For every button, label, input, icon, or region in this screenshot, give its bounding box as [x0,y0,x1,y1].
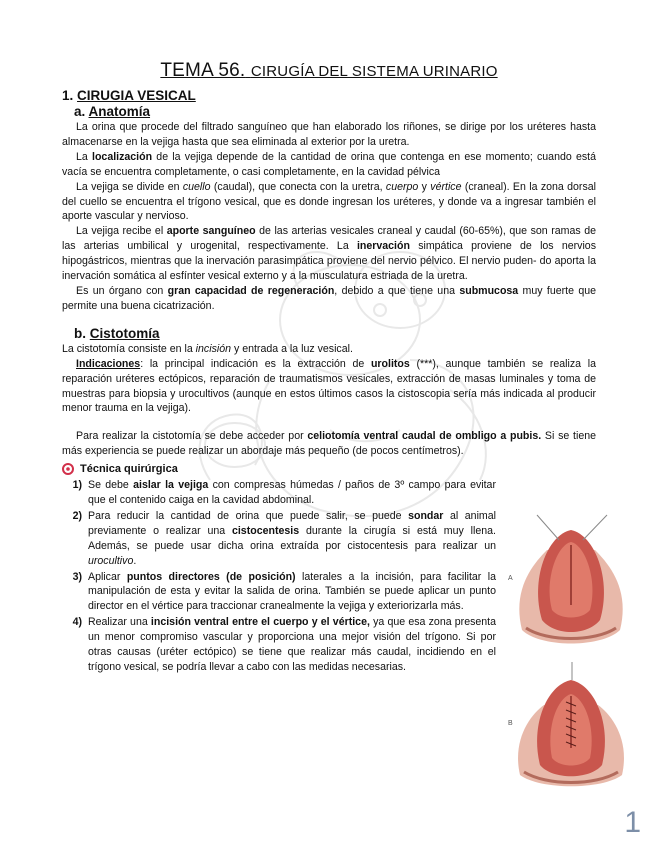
subsection-heading-b [74,326,596,341]
paragraph: Para realizar la cistotomía se debe acceder por celiotomía ventral caudal de ombligo a pubis. Si se tiene más experiencia se puede realizar un abordaje más pequeño (de pocos centímetros). [62,430,596,458]
subsection-letter: a. [74,104,86,119]
list-item: 1) Se debe aislar la vejiga con compresas húmedas / paños de 3º campo para evitar que el contenido caiga en la cavidad abdominal. [72,479,496,507]
list-item: 4) Realizar una incisión ventral entre el cuerpo y el vértice, ya que esa zona presenta un menor compromiso vascular y proporciona una mejor visión del trígono. Si por otras causas (uréter ectópico) se tiene que realizar más caudal, incidiendo en el trígono vesical, se podría llevar a cabo con las medidas necesarias. [72,616,497,673]
technique-heading [62,463,596,475]
section-title: CIRUGIA VESICAL [77,88,196,103]
subsection-letter: b. [74,325,86,341]
page-number: 1 [624,806,641,839]
subsection-title: Cistotomía [89,325,160,341]
technique-steps [62,478,496,675]
subsection-heading-a [74,104,596,119]
paragraph: La orina que procede del filtrado sanguíneo que han elaborado los riñones, se dirige por los uréteres hasta almacenarse en la vejiga hasta que sea eliminada al exterior por la uretra. [62,121,596,148]
figure-label-b: B [508,720,513,727]
paragraph: La vejiga recibe el aporte sanguíneo de las arterias vesicales craneal y caudal (60-65%), que son ramas de las arterias umbilical y urogenital, respectivamente. La inervación simpática proviene de los nervios hipogástricos, mientras que la inervación parasimpática proviene del nervio pélvico. El nervio puden- do aporta la inervación somática al esfínter vesical externo y a la musculatura estriada de la uretra. [62,225,596,283]
title-rest: CIRUGÍA DEL SISTEMA URINARIO [250,63,498,80]
bladder-figure-b [512,660,630,790]
title-main: TEMA 56. [160,60,246,81]
paragraph: La cistotomía consiste en la incisión y entrada a la luz vesical. [62,342,353,355]
section-heading [62,88,596,103]
paragraph: Indicaciones: la principal indicación es la extracción de urolitos (***), aunque también se realiza la reparación uréteres ectópicos, reparación de traumatismos vesicales, extracción de masas luminales y toma de muestras para biopsia y urocultivos (aunque en estos últimos casos la cistoscopia sería más indicada al producir menor trauma en la vejiga). [62,357,596,415]
paragraph: Es un órgano con gran capacidad de regeneración, debido a que tiene una submucosa muy fuerte que permite una buena cicatrización. [62,284,597,312]
spiral-bullet-icon [62,463,74,475]
paragraph: La localización de la vejiga depende de la cantidad de orina que contenga en ese momento; cuando está vacía se encuentra completamente, o casi completamente, en la cavidad pélvica [62,150,596,178]
list-item: 3) Aplicar puntos directores (de posición) laterales a la incisión, para facilitar la manipulación de esta y evitar la salida de orina. También se puede aplicar un punto director en el vértice para traccionar cranealmente la vejiga y exteriorizarla más. [72,570,497,613]
list-item: 2) Para reducir la cantidad de orina que puede salir, se puede sondar al animal previamente o realizar una cistocentesis durante la cirugía si está muy llena. Además, se puede usar dicha orina extraída por cistocentesis para realizar un urocultivo. [72,509,496,567]
subsection-title: Anatomía [88,104,151,119]
bladder-figure-a [512,510,630,650]
figure-label-a: A [508,575,513,582]
technique-title: Técnica quirúrgica [80,463,178,476]
paragraph: La vejiga se divide en cuello (caudal), que conecta con la uretra, cuerpo y vértice (craneal). En la zona dorsal del cuello se encuentra el trígono vesical, que es donde ingresan los uréteres, y donde va a ingresar también el aporte vascular y nervioso. [62,180,596,223]
section-number: 1. [62,88,74,103]
page-title [62,60,596,82]
